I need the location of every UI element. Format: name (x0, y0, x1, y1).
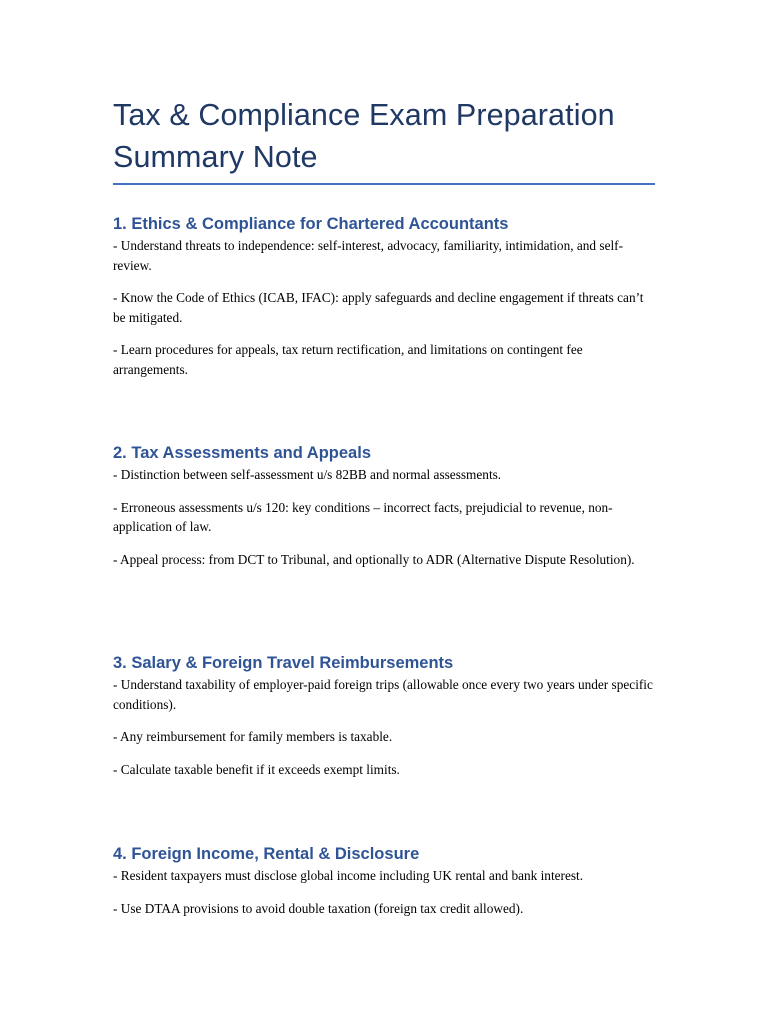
section-paragraph: - Learn procedures for appeals, tax return rectification, and limitations on contingent fee arrangements. (113, 342, 583, 377)
section-paragraph: - Resident taxpayers must disclose global income including UK rental and bank interest. (113, 868, 584, 883)
section-paragraph: - Understand threats to independence: self-interest, advocacy, familiarity, intimidation, and self-review. (113, 238, 624, 273)
section-ethics (113, 213, 655, 379)
section-assessments (113, 442, 655, 569)
section-heading: 3. Salary & Foreign Travel Reimbursements (113, 654, 454, 672)
section-paragraph: - Distinction between self-assessment u/s 82BB and normal assessments. (113, 467, 502, 482)
section-paragraph: - Understand taxability of employer-paid foreign trips (allowable once every two years under specific conditions). (113, 677, 653, 712)
section-heading: 2. Tax Assessments and Appeals (113, 444, 371, 462)
section-salary (113, 652, 655, 779)
section-paragraph: - Calculate taxable benefit if it exceeds exempt limits. (113, 761, 400, 777)
title-underline (113, 183, 655, 185)
document-page (113, 94, 655, 185)
section-heading: 1. Ethics & Compliance for Chartered Accountants (113, 215, 509, 233)
section-paragraph: - Use DTAA provisions to avoid double taxation (foreign tax credit allowed). (113, 900, 524, 916)
section-heading: 4. Foreign Income, Rental & Disclosure (113, 845, 420, 863)
section-paragraph: - Any reimbursement for family members is taxable. (113, 729, 393, 744)
section-foreign-income (113, 843, 655, 918)
section-paragraph: - Know the Code of Ethics (ICAB, IFAC): apply safeguards and decline engagement if threats can’t be mitigated. (113, 290, 644, 325)
document-title: Tax & Compliance Exam Preparation Summary Note (113, 98, 615, 174)
section-paragraph: - Appeal process: from DCT to Tribunal, and optionally to ADR (Alternative Dispute Resolution). (113, 551, 635, 567)
section-paragraph: - Erroneous assessments u/s 120: key conditions – incorrect facts, prejudicial to revenue, non-application of law. (113, 499, 613, 534)
